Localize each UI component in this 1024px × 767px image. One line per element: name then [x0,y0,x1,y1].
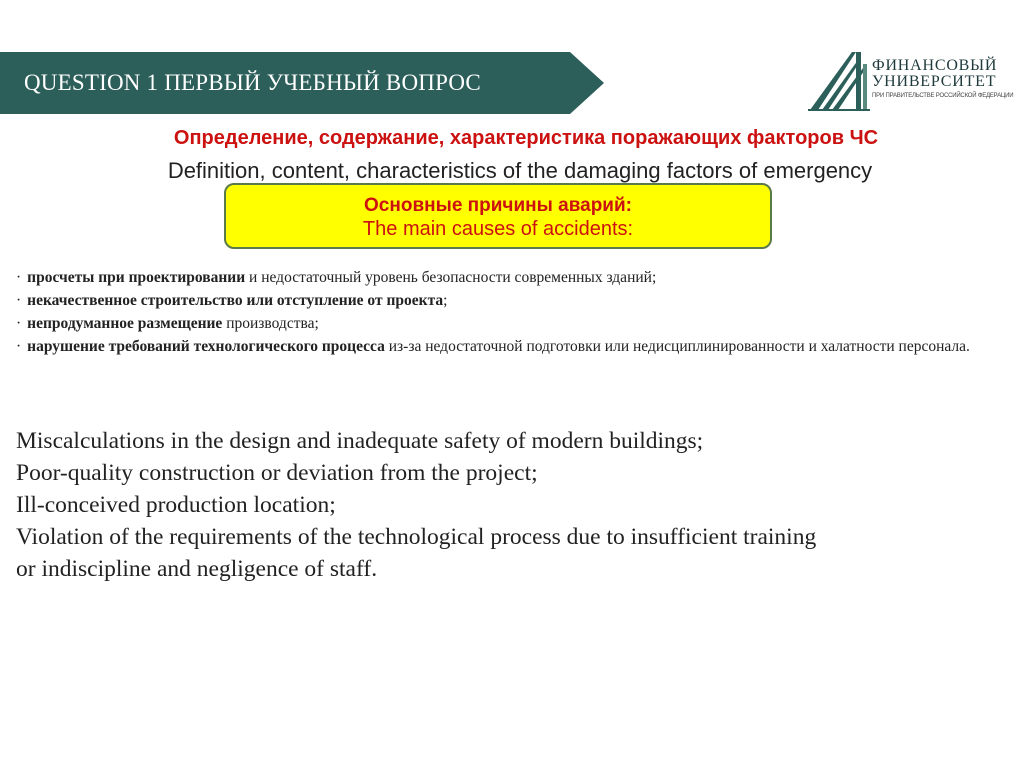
english-line: Ill-conceived production location; [16,492,336,518]
logo-wordmark [872,58,1010,90]
logo-mark-icon [808,46,870,112]
bullet-item [16,289,992,312]
bullet-text: из-за недостаточной подготовки или недисциплинированности и халатности персонала. [384,338,970,355]
bullet-item [16,335,992,358]
bullet-marker: · [16,269,22,286]
causes-title-russian: Основные причины аварий: [364,195,632,216]
bullet-bold-text: нарушение требований технологического процесса [27,338,385,355]
russian-bullet-list [16,266,992,358]
bullet-marker: · [16,292,22,309]
english-line: Poor-quality construction or deviation from the project; [16,460,538,486]
english-line: or indiscipline and negligence of staff. [16,556,378,582]
bullet-bold-text: просчеты при проектировании [27,269,246,286]
heading-russian: Определение, содержание, характеристика поражающих факторов ЧС [173,127,879,149]
main-causes-box [224,183,772,249]
heading-english: Definition, content, characteristics of the damaging factors of emergency [167,158,873,183]
causes-title-english: The main causes of accidents: [362,218,634,240]
logo-subtitle: ПРИ ПРАВИТЕЛЬСТВЕ РОССИЙСКОЙ ФЕДЕРАЦИИ [872,93,1014,99]
logo-line-1: ФИНАНСОВЫЙ [872,57,998,74]
bullet-text: ; [443,292,448,309]
university-logo [808,46,1014,112]
bullet-text: и недостаточный уровень безопасности современных зданий; [245,269,657,286]
title-banner [0,52,604,114]
bullet-item [16,312,992,335]
english-line: Miscalculations in the design and inadequate safety of modern buildings; [16,428,704,454]
bullet-marker: · [16,315,22,332]
bullet-marker: · [16,338,22,355]
english-translation [16,425,1006,585]
logo-line-2: УНИВЕРСИТЕТ [872,73,997,90]
bullet-bold-text: непродуманное размещение [27,315,223,332]
bullet-item [16,266,992,289]
bullet-bold-text: некачественное строительство или отступление от проекта [27,292,444,309]
page-title: QUESTION 1 ПЕРВЫЙ УЧЕБНЫЙ ВОПРОС [24,70,481,95]
english-line: Violation of the requirements of the technological process due to insufficient training [16,524,817,550]
bullet-text: производства; [222,315,319,332]
